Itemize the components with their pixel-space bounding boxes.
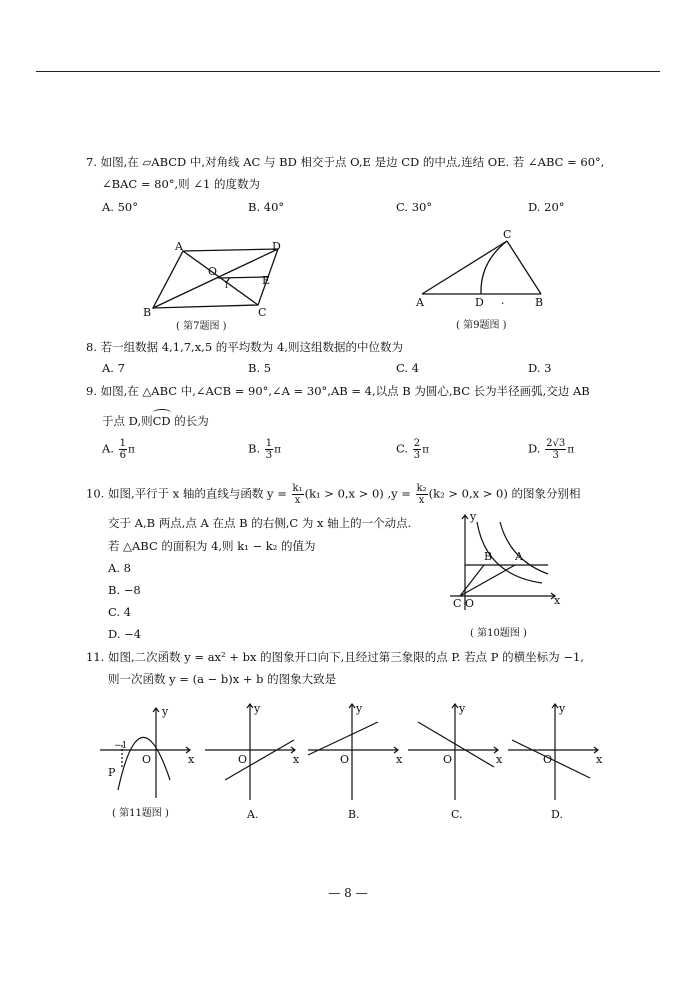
optC-label-y: y: [459, 702, 466, 715]
q9-stem-line1: 9. 如图,在 △ABC 中,∠ACB = 90°,∠A = 30°,AB = 4,以点 B 为圆心,BC 长为半径画弧,交边 AB: [86, 384, 590, 398]
q9-option-c: C. $\frac{2}{3}$ π: [396, 438, 429, 461]
q9-label-a: A: [416, 296, 424, 309]
q9-label-dot: .: [501, 294, 505, 307]
q8-option-c: C. 4: [396, 361, 420, 375]
q10-stem-line2: 交于 A,B 两点,点 A 在点 B 的右侧,C 为 x 轴上的一个动点.: [108, 516, 412, 530]
q8-option-a: A. 7: [102, 361, 125, 375]
optA-label-o: O: [238, 753, 248, 766]
q11-option-d-graph: [508, 704, 598, 800]
q7-label-d: D: [272, 240, 281, 253]
optB-label-y: y: [356, 702, 363, 715]
q7-stem-line2: ∠BAC = 80°,则 ∠1 的度数为: [102, 177, 260, 191]
optD-label-o: O: [543, 753, 553, 766]
q8-stem: 8. 若一组数据 4,1,7,x,5 的平均数为 4,则这组数据的中位数为: [86, 340, 403, 354]
fig11-label-p: P: [108, 766, 116, 779]
q11-option-d-label: D.: [551, 808, 563, 821]
q10-figure-caption: ( 第10题图 ): [470, 628, 527, 639]
q10-option-b: B. −8: [108, 583, 141, 597]
q11-option-b-graph: [308, 704, 398, 800]
optD-label-x: x: [596, 753, 603, 766]
q10-label-b: B: [484, 550, 493, 563]
q7-label-o: O: [208, 265, 218, 278]
q11-option-a-graph: [205, 704, 295, 800]
optC-label-x: x: [496, 753, 503, 766]
q11-figure-caption: ( 第11题图 ): [112, 808, 169, 819]
q7-option-a: A. 50°: [102, 200, 138, 214]
q11-stem-line2: 则一次函数 y = (a − b)x + b 的图象大致是: [108, 672, 337, 686]
optB-label-o: O: [340, 753, 350, 766]
q7-option-c: C. 30°: [396, 200, 433, 214]
arc-cd-notation: CD: [153, 414, 171, 428]
q9-option-b: B. $\frac{1}{3}$ π: [248, 438, 282, 461]
q8-option-b: B. 5: [248, 361, 272, 375]
q9-option-d: D. $\frac{2√3}{3}$ π: [528, 438, 575, 461]
fig11-label-x: x: [188, 753, 195, 766]
q9-label-c: C: [503, 228, 512, 241]
q9-label-b: B: [535, 296, 544, 309]
q7-figure-caption: ( 第7题图 ): [176, 321, 227, 332]
optC-label-o: O: [443, 753, 453, 766]
q9-option-a: A. $\frac{1}{6}$ π: [102, 438, 135, 461]
q7-label-e: E: [262, 274, 271, 287]
optD-label-y: y: [559, 702, 566, 715]
page-number: — 8 —: [328, 886, 368, 900]
q7-option-d: D. 20°: [528, 200, 565, 214]
q10-label-y: y: [470, 510, 477, 523]
q9-figure-caption: ( 第9题图 ): [456, 320, 507, 331]
q10-option-a: A. 8: [108, 561, 131, 575]
fig11-label-o: O: [142, 753, 152, 766]
q10-label-o: O: [465, 597, 475, 610]
q10-option-c: C. 4: [108, 605, 132, 619]
q8-option-d: D. 3: [528, 361, 552, 375]
q7-label-a: A: [175, 240, 183, 253]
fig11-label-minus1: −1: [114, 741, 128, 751]
q7-label-c: C: [258, 306, 267, 319]
q10-label-x: x: [554, 594, 561, 607]
q7-label-angle1: 1: [224, 281, 230, 290]
optA-label-y: y: [254, 702, 261, 715]
q7-label-b: B: [143, 306, 152, 319]
fig11-label-y: y: [162, 705, 169, 718]
q9-stem-line2: 于点 D,则 CD 的长为: [102, 414, 209, 428]
q10-option-d: D. −4: [108, 627, 142, 641]
q9-label-d: D: [475, 296, 484, 309]
q10-label-a: A: [515, 550, 523, 563]
q10-stem-line3: 若 △ABC 的面积为 4,则 k₁ − k₂ 的值为: [108, 539, 316, 553]
q11-stem-line1: 11. 如图,二次函数 y = ax² + bx 的图象开口向下,且经过第三象限的点 P. 若点 P 的横坐标为 −1,: [86, 650, 584, 664]
q11-option-c-graph: [408, 704, 498, 800]
optA-label-x: x: [293, 753, 300, 766]
q11-option-a-label: A.: [247, 808, 259, 821]
q11-option-c-label: C.: [451, 808, 463, 821]
q7-stem-line1: 7. 如图,在 ▱ABCD 中,对角线 AC 与 BD 相交于点 O,E 是边 CD 的中点,连结 OE. 若 ∠ABC = 60°,: [86, 155, 605, 169]
q7-option-b: B. 40°: [248, 200, 285, 214]
optB-label-x: x: [396, 753, 403, 766]
q10-label-c: C: [453, 597, 462, 610]
q10-stem-line1: 10. 如图,平行于 x 轴的直线与函数 y = $\frac{\text{k₁}}{x}$ (k₁ > 0,x > 0) ,y = $\frac{\text{k₂}}{x}$ (k₂ > 0,x > 0) 的图象分别相: [86, 483, 581, 506]
q11-option-b-label: B.: [348, 808, 360, 821]
